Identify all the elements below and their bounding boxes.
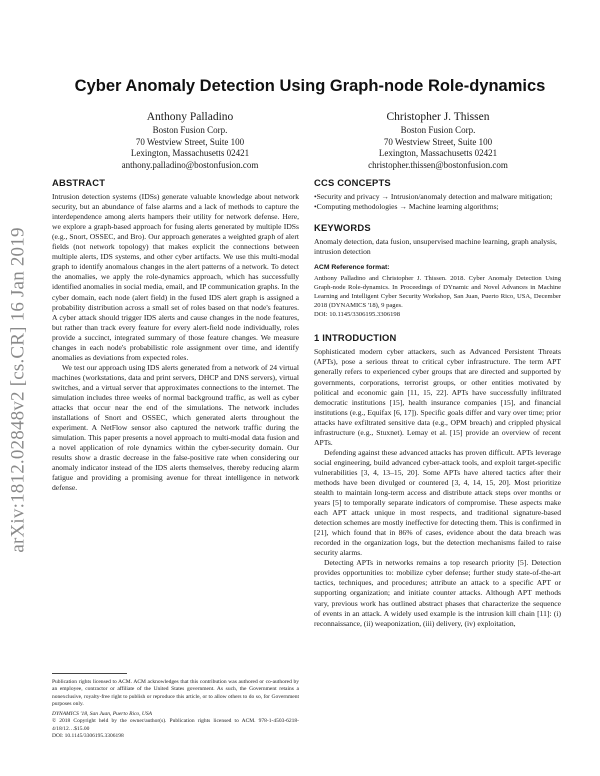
footnote-doi: DOI: 10.1145/3306195.3306198 bbox=[52, 733, 124, 740]
author-street: 70 Westview Street, Suite 100 bbox=[135, 136, 245, 147]
paper-title: Cyber Anomaly Detection Using Graph-node Role-dynamics bbox=[74, 77, 546, 95]
arxiv-watermark bbox=[4, 180, 34, 600]
author-name: Christopher J. Thissen bbox=[386, 111, 490, 123]
abstract-paragraph: We test our approach using IDS alerts generated from a network of 24 virtual machines (workstations, data and print servers, DHCP and DNS servers), virtual switches, and a virtual server that approximates connections to the internet. The simulation includes three weeks of normal background traffic, as well as cyber attacks that occur near the end of the simulations. The network includes installations of Snort and OSSEC, which generated alerts throughout the experiment. A NetFlow sensor also captured the network traffic during the simulation. This paper presents a novel approach to multi-modal data fusion and a novel application of role dynamics within the cyber-security domain. Our results show a drastic decrease in the false-positive rate when considering our anomaly indicator instead of the IDS alerts themselves, thereby reducing alarm fatigue and providing a promising avenue for threat intelligence in network defense. bbox=[52, 362, 299, 493]
author-org: Boston Fusion Corp. bbox=[152, 125, 228, 135]
author-city: Lexington, Massachusetts 02421 bbox=[378, 148, 498, 159]
left-column bbox=[52, 178, 299, 493]
footnote-venue: DYNAMICS '18, San Juan, Puerto Rico, USA bbox=[52, 711, 153, 718]
keywords-text: Anomaly detection, data fusion, unsupervised machine learning, graph analysis, intrusion detection bbox=[314, 237, 557, 257]
introduction-paragraph: Sophisticated modern cyber attackers, such as Advanced Persistent Threats (APTs), pose a serious threat to critical cyber infrastructure. The term APT generally refers to experienced cyber groups that are directed and supported by governments, corporations, terrorist groups, or other entities motivated by political and economic gain [11, 15, 22]. APTs have successfully infiltrated democratic institutions [15], health insurance companies [15], and financial institutions (e.g., Equifax [6, 17]). Specific goals differ and vary over time; prior attacks have exfiltrated sensitive data (e.g., OPM breach) and crippled physical infrastructure (e.g., Stuxnet). Lemay et al. [15] provide an overview of recent APTs. bbox=[314, 347, 561, 447]
author-city: Lexington, Massachusetts 02421 bbox=[130, 148, 250, 159]
introduction-heading: 1 INTRODUCTION bbox=[314, 332, 397, 344]
arxiv-id: arXiv:1812.02848v2 [cs.CR] 16 Jan 2019 bbox=[8, 227, 30, 553]
author-email: anthony.palladino@bostonfusion.com bbox=[121, 159, 259, 170]
introduction-paragraph: Defending against these advanced attacks has proven difficult. APTs leverage social engineering, build advanced cyber-attack tools, and exploit target-specific vulnerabilities [3, 4, 13–15, 20]. Some APTs have altered tactics after their methods have been divulged or countered [3, 4, 14, 15, 20]. Most prioritize stealth to maintain long-term access and distribute attack steps over months or years [5] to temporally separate indicators of compromise. These aspects make each APT attack unique in most respects, and traditional signature-based detection schemes are mostly ineffective for detecting them. This is confirmed in [21], which found that in 86% of cases, evidence about the data breach was recorded in the organization logs, but the detection mechanisms failed to raise security alarms. bbox=[314, 447, 561, 558]
abstract-heading: ABSTRACT bbox=[52, 177, 106, 188]
introduction-paragraph: Detecting APTs in networks remains a top research priority [5]. Detection provides opportunities to: mobilize cyber defense; further study state-of-the-art tactics, techniques, and procedures; attribute an attack to a specific APT or supporting organization; and initiate counter attacks. Although APT methods vary, previous work has outlined abstract phases that characterize the sequence of events in an attack. A widely used example is the intrusion kill chain [11]: (i) reconnaissance, (ii) weaponization, (iii) delivery, (iv) exploitation, bbox=[314, 558, 561, 628]
footnote-rule bbox=[52, 673, 127, 674]
author-block-2 bbox=[318, 110, 558, 171]
author-block-1 bbox=[70, 110, 310, 171]
reference-format-text: Anthony Palladino and Christopher J. Thissen. 2018. Cyber Anomaly Detection Using Graph-node Role-dynamics. In Proceedings of DYnamic and Novel Advances in Machine Learning and Intelligent Cyber Security Workshop, San Juan, Puerto Rico, USA, December 2018 (DYNAMICS '18), 9 pages. bbox=[314, 275, 561, 309]
reference-format-heading: ACM Reference format: bbox=[314, 264, 390, 272]
ccs-heading: CCS CONCEPTS bbox=[314, 177, 391, 188]
permission-footnote bbox=[52, 673, 299, 740]
abstract-paragraph: Intrusion detection systems (IDSs) generate valuable knowledge about network security, but an abundance of false alarms and a lack of methods to capture the interdependence among alerts hampers their utility for network defense. Here, we explore a graph-based approach for fusing alerts generated by multiple IDSs (e.g., Snort, OSSEC, and Bro). Our approach generates a weighted graph of alert fields (not network topology) that makes explicit the connections between multiple alerts, IDS systems, and other cyber artifacts. We use this multi-modal graph to identify anomalous changes in the alert patterns of a network. To detect the anomalies, we apply the role-dynamics approach, which has successfully identified anomalies in social media, email, and IP communication graphs. In the cyber domain, each node (alert field) in the fused IDS alert graph is assigned a probability distribution across a small set of roles based on that node's features. A cyber attack should trigger IDS alerts and cause changes in the node features, but rather than track every feature for every alert-field node individually, roles provide a succinct, integrated summary of those feature changes. We measure changes in each node's probabilistic role assignment over time, and identify anomalies as deviations from expected roles. bbox=[52, 192, 299, 362]
keywords-heading: KEYWORDS bbox=[314, 222, 371, 234]
footnote-copyright: © 2018 Copyright held by the owner/author(s). Publication rights licensed to ACM. 978-1-4503-6218-4/18/12…$15.00 bbox=[52, 718, 299, 732]
author-email: christopher.thissen@bostonfusion.com bbox=[368, 159, 508, 170]
author-org: Boston Fusion Corp. bbox=[400, 125, 476, 135]
right-column bbox=[314, 178, 561, 629]
ccs-text: •Security and privacy → Intrusion/anomaly detection and malware mitigation; •Computing methodologies → Machine learning algorithms; bbox=[314, 192, 553, 212]
author-street: 70 Westview Street, Suite 100 bbox=[383, 136, 493, 147]
author-name: Anthony Palladino bbox=[146, 111, 234, 123]
footnote-permission: Publication rights licensed to ACM. ACM acknowledges that this contribution was authored or co-authored by an employee, contractor or affiliate of the United States government. As such, the Government retains a nonexclusive, royalty-free right to publish or reproduce this article, or to allow others to do so, for Government purposes only. bbox=[52, 679, 299, 707]
reference-format-doi: DOI: 10.1145/3306195.3306198 bbox=[314, 310, 401, 318]
